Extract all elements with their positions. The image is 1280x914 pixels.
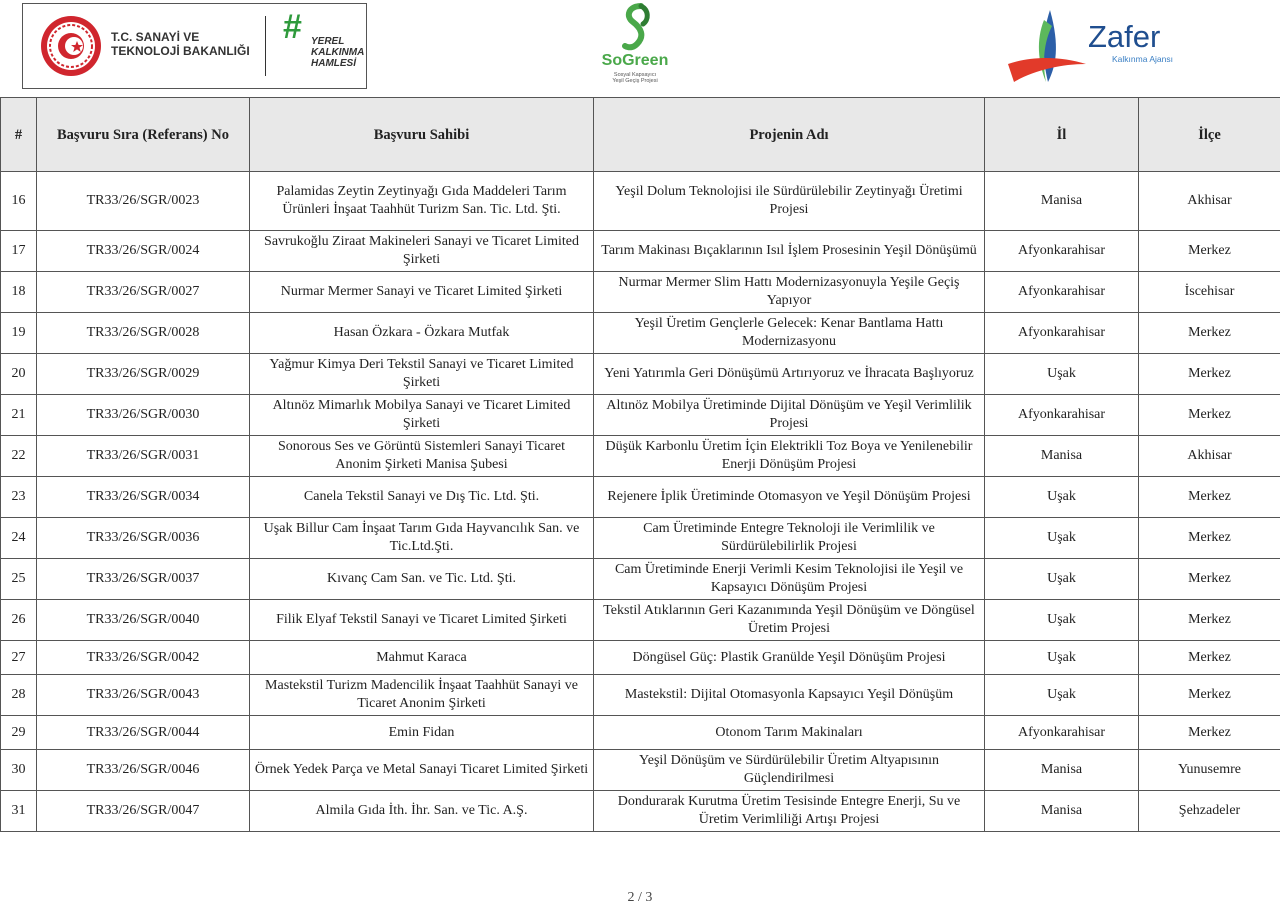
cell-applicant: Filik Elyaf Tekstil Sanayi ve Ticaret Limited Şirketi xyxy=(250,600,594,641)
hashtag-icon: # xyxy=(283,8,302,46)
table-row xyxy=(1,750,1280,791)
cell-province: Afyonkarahisar xyxy=(985,272,1139,313)
cell-district: Merkez xyxy=(1139,313,1280,354)
cell-province: Afyonkarahisar xyxy=(985,313,1139,354)
cell-applicant: Emin Fidan xyxy=(250,716,594,750)
cell-project: Yeşil Dönüşüm ve Sürdürülebilir Üretim Altyapısının Güçlendirilmesi xyxy=(594,750,985,791)
cell-project: Döngüsel Güç: Plastik Granülde Yeşil Dönüşüm Projesi xyxy=(594,641,985,675)
cell-applicant: Palamidas Zeytin Zeytinyağı Gıda Maddeleri Tarım Ürünleri İnşaat Taahhüt Turizm San. Tic. Ltd. Şti. xyxy=(250,172,594,231)
cell-province: Uşak xyxy=(985,559,1139,600)
cell-project: Rejenere İplik Üretiminde Otomasyon ve Yeşil Dönüşüm Projesi xyxy=(594,477,985,518)
sogreen-logo xyxy=(592,2,682,92)
cell-number: 23 xyxy=(1,477,37,518)
cell-province: Afyonkarahisar xyxy=(985,716,1139,750)
table-row xyxy=(1,272,1280,313)
cell-applicant: Hasan Özkara - Özkara Mutfak xyxy=(250,313,594,354)
cell-district: Merkez xyxy=(1139,477,1280,518)
cell-project: Cam Üretiminde Entegre Teknoloji ile Verimlilik ve Sürdürülebilirlik Projesi xyxy=(594,518,985,559)
applications-table xyxy=(0,97,1280,832)
table-row xyxy=(1,675,1280,716)
cell-project: Mastekstil: Dijital Otomasyonla Kapsayıcı Yeşil Dönüşüm xyxy=(594,675,985,716)
cell-reference: TR33/26/SGR/0046 xyxy=(37,750,250,791)
zafer-name: Zafer xyxy=(1088,19,1161,54)
cell-applicant: Yağmur Kimya Deri Tekstil Sanayi ve Ticaret Limited Şirketi xyxy=(250,354,594,395)
table-header-row xyxy=(1,98,1280,172)
cell-province: Uşak xyxy=(985,477,1139,518)
cell-province: Manisa xyxy=(985,791,1139,832)
cell-applicant: Uşak Billur Cam İnşaat Tarım Gıda Hayvancılık San. ve Tic.Ltd.Şti. xyxy=(250,518,594,559)
column-header-reference: Başvuru Sıra (Referans) No xyxy=(37,98,250,172)
cell-number: 25 xyxy=(1,559,37,600)
cell-district: Merkez xyxy=(1139,600,1280,641)
yerel-kalkinma-logo xyxy=(283,8,365,78)
cell-reference: TR33/26/SGR/0024 xyxy=(37,231,250,272)
column-header-project: Projenin Adı xyxy=(594,98,985,172)
cell-district: Merkez xyxy=(1139,231,1280,272)
cell-project: Otonom Tarım Makinaları xyxy=(594,716,985,750)
cell-applicant: Sonorous Ses ve Görüntü Sistemleri Sanayi Ticaret Anonim Şirketi Manisa Şubesi xyxy=(250,436,594,477)
cell-reference: TR33/26/SGR/0037 xyxy=(37,559,250,600)
cell-province: Uşak xyxy=(985,641,1139,675)
table-row xyxy=(1,791,1280,832)
cell-reference: TR33/26/SGR/0023 xyxy=(37,172,250,231)
column-header-number: # xyxy=(1,98,37,172)
cell-number: 21 xyxy=(1,395,37,436)
cell-reference: TR33/26/SGR/0029 xyxy=(37,354,250,395)
cell-number: 19 xyxy=(1,313,37,354)
cell-project: Yeni Yatırımla Geri Dönüşümü Artırıyoruz ve İhracata Başlıyoruz xyxy=(594,354,985,395)
table-row xyxy=(1,518,1280,559)
cell-applicant: Mastekstil Turizm Madencilik İnşaat Taahhüt Sanayi ve Ticaret Anonim Şirketi xyxy=(250,675,594,716)
zafer-swoosh-icon xyxy=(1006,6,1092,88)
cell-project: Dondurarak Kurutma Üretim Tesisinde Entegre Enerji, Su ve Üretim Verimliliği Artışı Projesi xyxy=(594,791,985,832)
page-number: 2 / 3 xyxy=(627,890,653,905)
table-row xyxy=(1,559,1280,600)
page-header xyxy=(0,0,1280,96)
yerel-line2: KALKINMA xyxy=(311,47,365,58)
cell-project: Düşük Karbonlu Üretim İçin Elektrikli Toz Boya ve Yenilenebilir Enerji Dönüşüm Projesi xyxy=(594,436,985,477)
cell-district: Akhisar xyxy=(1139,436,1280,477)
cell-district: Merkez xyxy=(1139,395,1280,436)
column-header-district: İlçe xyxy=(1139,98,1280,172)
cell-reference: TR33/26/SGR/0044 xyxy=(37,716,250,750)
cell-number: 18 xyxy=(1,272,37,313)
cell-project: Yeşil Dolum Teknolojisi ile Sürdürülebilir Zeytinyağı Üretimi Projesi xyxy=(594,172,985,231)
table-row xyxy=(1,231,1280,272)
sogreen-sub-line1: Sosyal Kapsayıcı xyxy=(613,72,657,78)
cell-project: Tekstil Atıklarının Geri Kazanımında Yeşil Dönüşüm ve Döngüsel Üretim Projesi xyxy=(594,600,985,641)
cell-applicant: Nurmar Mermer Sanayi ve Ticaret Limited Şirketi xyxy=(250,272,594,313)
cell-district: Merkez xyxy=(1139,716,1280,750)
cell-applicant: Kıvanç Cam San. ve Tic. Ltd. Şti. xyxy=(250,559,594,600)
cell-district: Merkez xyxy=(1139,675,1280,716)
cell-number: 30 xyxy=(1,750,37,791)
yerel-kalkinma-text xyxy=(311,36,364,69)
cell-reference: TR33/26/SGR/0034 xyxy=(37,477,250,518)
logo-divider xyxy=(265,16,266,76)
cell-project: Cam Üretiminde Enerji Verimli Kesim Teknolojisi ile Yeşil ve Kapsayıcı Dönüşüm Projesi xyxy=(594,559,985,600)
cell-province: Manisa xyxy=(985,750,1139,791)
cell-district: Merkez xyxy=(1139,641,1280,675)
ministry-seal-icon xyxy=(39,14,103,78)
cell-reference: TR33/26/SGR/0028 xyxy=(37,313,250,354)
cell-reference: TR33/26/SGR/0047 xyxy=(37,791,250,832)
table-row xyxy=(1,172,1280,231)
cell-project: Nurmar Mermer Slim Hattı Modernizasyonuyla Yeşile Geçiş Yapıyor xyxy=(594,272,985,313)
cell-number: 31 xyxy=(1,791,37,832)
cell-reference: TR33/26/SGR/0043 xyxy=(37,675,250,716)
ministry-logo-box xyxy=(22,3,367,89)
sogreen-sub-line2: Yeşil Geçiş Projesi xyxy=(612,78,658,84)
cell-number: 17 xyxy=(1,231,37,272)
zafer-subtitle: Kalkınma Ajansı xyxy=(1112,54,1173,64)
cell-number: 26 xyxy=(1,600,37,641)
cell-reference: TR33/26/SGR/0030 xyxy=(37,395,250,436)
ministry-name xyxy=(111,30,250,58)
cell-applicant: Canela Tekstil Sanayi ve Dış Tic. Ltd. Şti. xyxy=(250,477,594,518)
table-row xyxy=(1,313,1280,354)
table-body xyxy=(1,172,1280,832)
cell-number: 29 xyxy=(1,716,37,750)
cell-province: Uşak xyxy=(985,518,1139,559)
cell-district: Merkez xyxy=(1139,559,1280,600)
cell-district: Merkez xyxy=(1139,354,1280,395)
cell-reference: TR33/26/SGR/0042 xyxy=(37,641,250,675)
sogreen-name: SoGreen xyxy=(601,52,669,69)
cell-number: 27 xyxy=(1,641,37,675)
table-row xyxy=(1,354,1280,395)
cell-number: 24 xyxy=(1,518,37,559)
cell-province: Afyonkarahisar xyxy=(985,395,1139,436)
cell-applicant: Örnek Yedek Parça ve Metal Sanayi Ticaret Limited Şirketi xyxy=(250,750,594,791)
cell-district: Akhisar xyxy=(1139,172,1280,231)
cell-applicant: Almila Gıda İth. İhr. San. ve Tic. A.Ş. xyxy=(250,791,594,832)
table-row xyxy=(1,600,1280,641)
cell-province: Manisa xyxy=(985,172,1139,231)
sogreen-subtitle xyxy=(592,72,678,84)
cell-province: Uşak xyxy=(985,600,1139,641)
cell-reference: TR33/26/SGR/0036 xyxy=(37,518,250,559)
table-row xyxy=(1,436,1280,477)
applications-table-container xyxy=(0,97,1280,832)
cell-number: 22 xyxy=(1,436,37,477)
cell-project: Yeşil Üretim Gençlerle Gelecek: Kenar Bantlama Hattı Modernizasyonu xyxy=(594,313,985,354)
cell-applicant: Altınöz Mimarlık Mobilya Sanayi ve Ticaret Limited Şirketi xyxy=(250,395,594,436)
zafer-logo xyxy=(1006,6,1196,90)
cell-district: Şehzadeler xyxy=(1139,791,1280,832)
cell-reference: TR33/26/SGR/0040 xyxy=(37,600,250,641)
cell-applicant: Mahmut Karaca xyxy=(250,641,594,675)
ministry-name-line2: TEKNOLOJİ BAKANLIĞI xyxy=(111,44,250,58)
cell-district: Yunusemre xyxy=(1139,750,1280,791)
cell-province: Afyonkarahisar xyxy=(985,231,1139,272)
yerel-line3: HAMLESİ xyxy=(311,58,356,69)
cell-province: Uşak xyxy=(985,354,1139,395)
table-row xyxy=(1,716,1280,750)
column-header-applicant: Başvuru Sahibi xyxy=(250,98,594,172)
cell-project: Tarım Makinası Bıçaklarının Isıl İşlem Prosesinin Yeşil Dönüşümü xyxy=(594,231,985,272)
cell-reference: TR33/26/SGR/0027 xyxy=(37,272,250,313)
cell-district: İscehisar xyxy=(1139,272,1280,313)
ministry-name-line1: T.C. SANAYİ VE xyxy=(111,30,200,44)
table-row xyxy=(1,641,1280,675)
cell-reference: TR33/26/SGR/0031 xyxy=(37,436,250,477)
cell-province: Manisa xyxy=(985,436,1139,477)
cell-number: 16 xyxy=(1,172,37,231)
cell-number: 20 xyxy=(1,354,37,395)
table-row xyxy=(1,477,1280,518)
cell-district: Merkez xyxy=(1139,518,1280,559)
cell-province: Uşak xyxy=(985,675,1139,716)
cell-applicant: Savrukoğlu Ziraat Makineleri Sanayi ve Ticaret Limited Şirketi xyxy=(250,231,594,272)
column-header-province: İl xyxy=(985,98,1139,172)
sogreen-leaf-icon xyxy=(619,2,653,54)
table-row xyxy=(1,395,1280,436)
yerel-line1: YEREL xyxy=(311,36,345,47)
cell-project: Altınöz Mobilya Üretiminde Dijital Dönüşüm ve Yeşil Verimlilik Projesi xyxy=(594,395,985,436)
cell-number: 28 xyxy=(1,675,37,716)
